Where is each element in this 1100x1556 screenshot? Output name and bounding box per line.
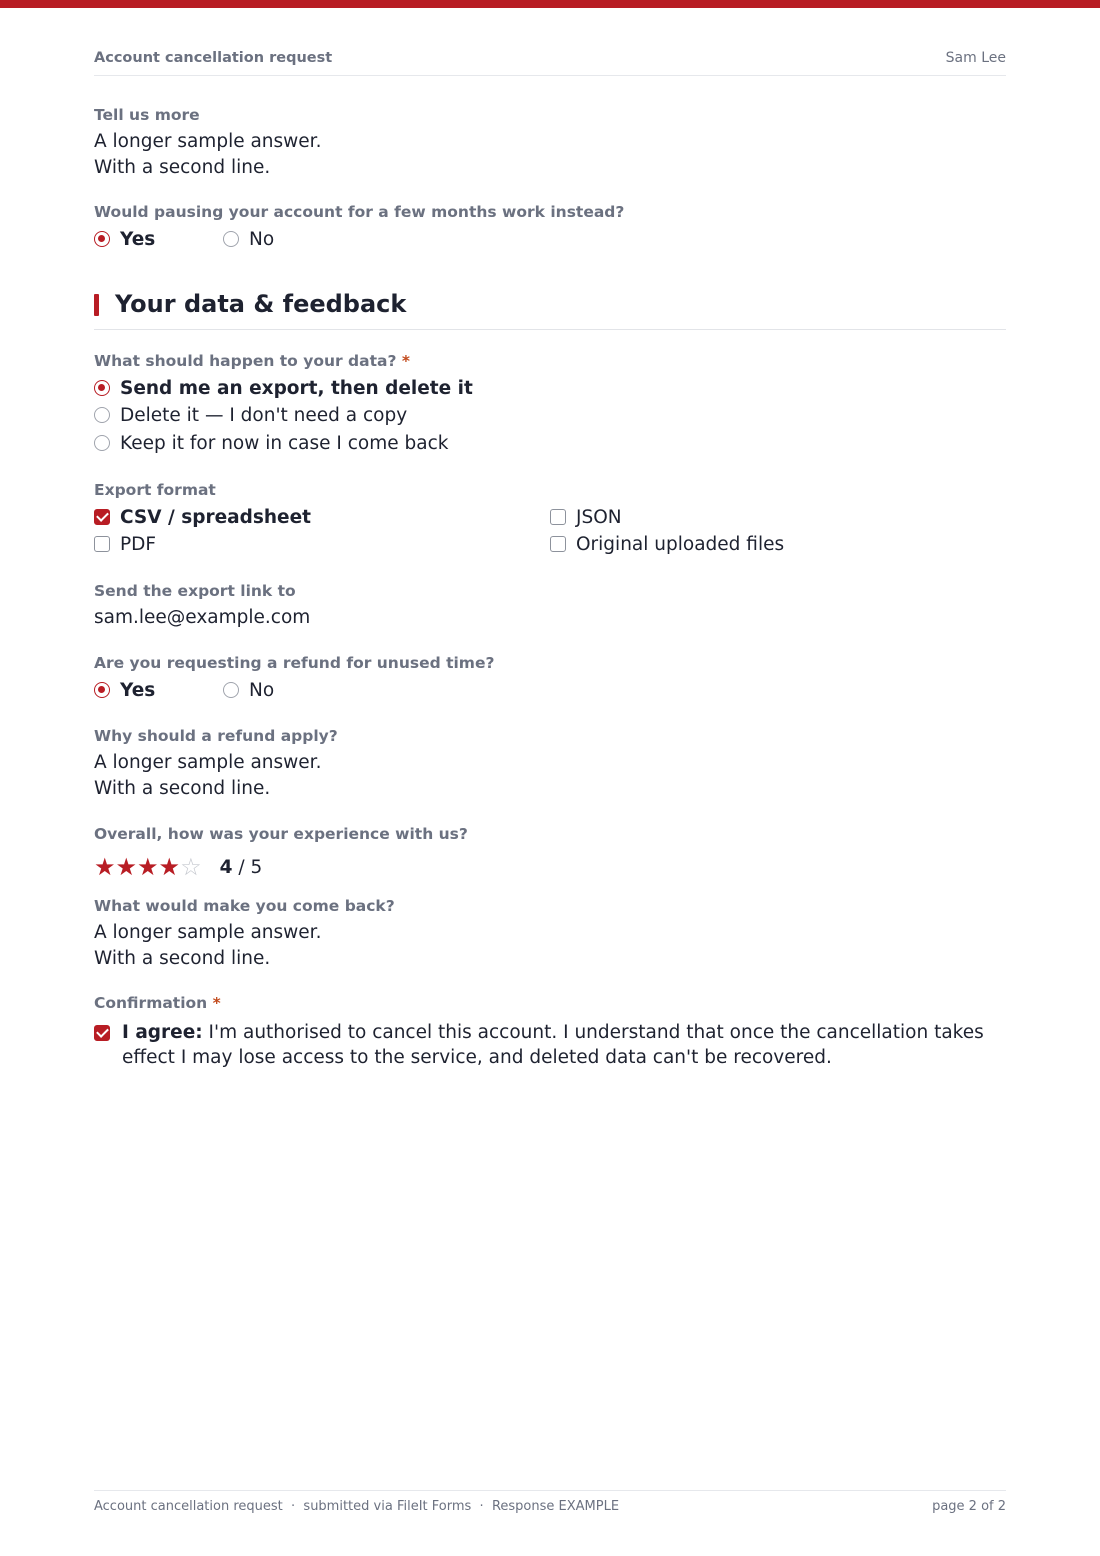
page-footer: [94, 1490, 1006, 1520]
answer-line: With a second line.: [94, 778, 271, 799]
star-empty-icon: ☆: [180, 853, 202, 881]
agree-text-block: [94, 1020, 1006, 1070]
radio-option-no[interactable]: [223, 677, 274, 703]
option-label: Delete it — I don't need a copy: [120, 404, 408, 426]
field-label: [94, 351, 1006, 371]
rating-value: 4: [219, 856, 233, 878]
agree-checkbox[interactable]: [94, 1020, 1006, 1070]
field-label: Tell us more: [94, 106, 200, 124]
star-filled-icon: ★: [94, 853, 116, 881]
radio-unselected-icon: [94, 435, 110, 451]
radio-option-export-delete[interactable]: [94, 375, 473, 401]
star-filled-icon: ★: [158, 853, 181, 881]
email-answer: sam.lee@example.com: [94, 607, 311, 628]
field-tell-us-more: [94, 105, 1006, 181]
checkbox-option-csv[interactable]: [94, 504, 311, 530]
page-number: page 2 of 2: [932, 1499, 1006, 1514]
option-label: CSV / spreadsheet: [120, 506, 311, 528]
field-label: [94, 993, 1006, 1013]
section-header: [94, 290, 1006, 330]
rating-max: / 5: [232, 856, 263, 878]
star-filled-icon: ★: [115, 853, 138, 881]
required-mark: *: [212, 994, 221, 1012]
agree-statement: I'm authorised to cancel this account. I understand that once the cancellation takes effect I may lose access to the service, and deleted data can't be recovered.: [122, 1022, 984, 1068]
answer-line: A longer sample answer.: [94, 752, 322, 773]
answer-line: With a second line.: [94, 948, 271, 969]
required-mark: *: [401, 352, 410, 370]
radio-option-keep[interactable]: [94, 430, 448, 456]
field-confirmation: [94, 993, 1006, 1013]
checkbox-unchecked-icon: [550, 536, 566, 552]
option-label: Yes: [120, 228, 156, 250]
radio-selected-icon: [94, 231, 110, 247]
section-accent-bar: [94, 294, 99, 316]
option-label: Yes: [120, 679, 156, 701]
checkbox-option-json[interactable]: [550, 504, 622, 530]
radio-option-yes[interactable]: [94, 226, 155, 252]
section-title: Your data & feedback: [115, 290, 407, 318]
checkbox-unchecked-icon: [550, 509, 566, 525]
rating-score: [220, 857, 263, 878]
checkbox-checked-icon: [94, 509, 110, 525]
radio-unselected-icon: [223, 231, 239, 247]
radio-option-delete[interactable]: [94, 402, 407, 428]
radio-unselected-icon: [223, 682, 239, 698]
field-label: Are you requesting a refund for unused time?: [94, 654, 495, 672]
checkbox-option-original-files[interactable]: [550, 531, 784, 557]
answer-line: With a second line.: [94, 157, 271, 178]
checkbox-checked-icon: [94, 1025, 110, 1041]
field-refund: [94, 653, 1006, 673]
page-header: [94, 48, 1006, 76]
option-label: Keep it for now in case I come back: [120, 432, 449, 454]
checkbox-option-pdf[interactable]: [94, 531, 156, 557]
checkbox-unchecked-icon: [94, 536, 110, 552]
document-title: Account cancellation request: [94, 50, 333, 66]
option-label: JSON: [576, 506, 622, 528]
field-label: Overall, how was your experience with us?: [94, 825, 468, 843]
field-label: Export format: [94, 481, 216, 499]
answer-line: A longer sample answer.: [94, 131, 322, 152]
option-label: No: [249, 679, 275, 701]
agree-lead: I agree:: [122, 1022, 203, 1043]
option-label: No: [249, 228, 275, 250]
option-label: Send me an export, then delete it: [120, 377, 473, 399]
option-label: Original uploaded files: [576, 533, 785, 555]
field-data-fate: [94, 351, 1006, 371]
radio-unselected-icon: [94, 407, 110, 423]
radio-selected-icon: [94, 380, 110, 396]
radio-option-no[interactable]: [223, 226, 274, 252]
footer-info: Account cancellation request · submitted via FileIt Forms · Response EXAMPLE: [94, 1499, 620, 1514]
respondent-name: Sam Lee: [945, 50, 1006, 66]
field-export-format: [94, 480, 1006, 500]
field-label-text: Confirmation: [94, 994, 208, 1012]
field-refund-reason: [94, 726, 1006, 802]
field-label: Send the export link to: [94, 582, 296, 600]
star-holder: [94, 853, 202, 881]
field-label: Would pausing your account for a few months work instead?: [94, 203, 625, 221]
field-label: Why should a refund apply?: [94, 727, 338, 745]
radio-option-yes[interactable]: [94, 677, 155, 703]
field-export-link: [94, 581, 1006, 631]
field-label: What would make you come back?: [94, 897, 395, 915]
field-pause-account: [94, 202, 1006, 222]
field-come-back: [94, 896, 1006, 972]
star-filled-icon: ★: [137, 853, 159, 881]
field-experience: [94, 824, 1006, 844]
answer-line: A longer sample answer.: [94, 922, 322, 943]
star-rating: [94, 852, 262, 882]
radio-selected-icon: [94, 682, 110, 698]
option-label: PDF: [120, 533, 157, 555]
field-label-text: What should happen to your data?: [94, 352, 397, 370]
top-accent-bar: [0, 0, 1100, 8]
